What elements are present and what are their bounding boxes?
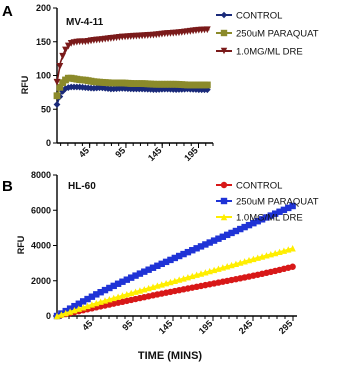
legend-item [216,47,303,58]
panel-b-title: HL-60 [68,181,96,192]
x-tick-label: 295 [276,318,295,337]
legend-item [216,11,282,22]
y-tick-label: 100 [35,70,51,81]
panel-b-plot [31,170,297,336]
legend-marker [221,198,227,204]
data-point [59,53,66,60]
x-tick-label: 245 [236,318,255,337]
y-tick-label: 4000 [30,240,51,251]
y-tick-label: 50 [40,104,51,115]
y-tick-label: 8000 [30,170,51,180]
series-control [54,264,296,320]
y-tick-label: 2000 [30,275,51,286]
panel-a-ylabel: RFU [20,75,30,95]
data-point [289,264,295,270]
x-tick-label: 45 [76,145,92,160]
legend-item [216,197,319,208]
y-tick-label: 150 [35,36,51,47]
legend-marker [221,182,227,188]
data-point [54,101,61,108]
x-tick-label: 45 [80,318,95,333]
y-tick-label: 0 [45,311,51,321]
legend-label: CONTROL [236,10,283,22]
legend-marker [221,30,227,36]
y-tick-label: 6000 [30,205,51,216]
data-point [54,92,61,99]
panel-letter-b: B [2,178,13,195]
panel-a [2,3,319,163]
legend-item [216,213,303,224]
x-tick-label: 145 [145,145,164,164]
legend-label: 250uM PARAQUAT [236,196,319,208]
panel-a-legend [216,11,319,58]
legend-label: 250uM PARAQUAT [236,28,319,40]
legend-marker [221,12,227,18]
x-tick-label: 95 [120,318,135,333]
panel-b-ylabel: RFU [16,235,26,255]
data-point [204,82,211,89]
legend-item [216,181,282,192]
panel-b-legend [216,181,319,224]
panel-a-plot [36,3,213,163]
legend-label: 1.0MG/ML DRE [236,46,303,58]
legend-label: 1.0MG/ML DRE [236,212,303,224]
panel-letter-a: A [2,3,13,20]
x-tick-label: 195 [182,145,200,164]
panel-b [2,170,319,362]
x-tick-label: 95 [113,145,128,160]
x-tick-label: 195 [196,318,215,337]
y-tick-label: 0 [45,138,51,148]
x-tick-label: 145 [156,318,175,337]
panel-b-xlabel: TIME (MINS) [137,350,203,362]
legend-item [216,29,319,40]
legend-label: CONTROL [236,180,283,192]
y-tick-label: 200 [35,3,51,13]
panel-a-title: MV-4-11 [66,17,104,28]
